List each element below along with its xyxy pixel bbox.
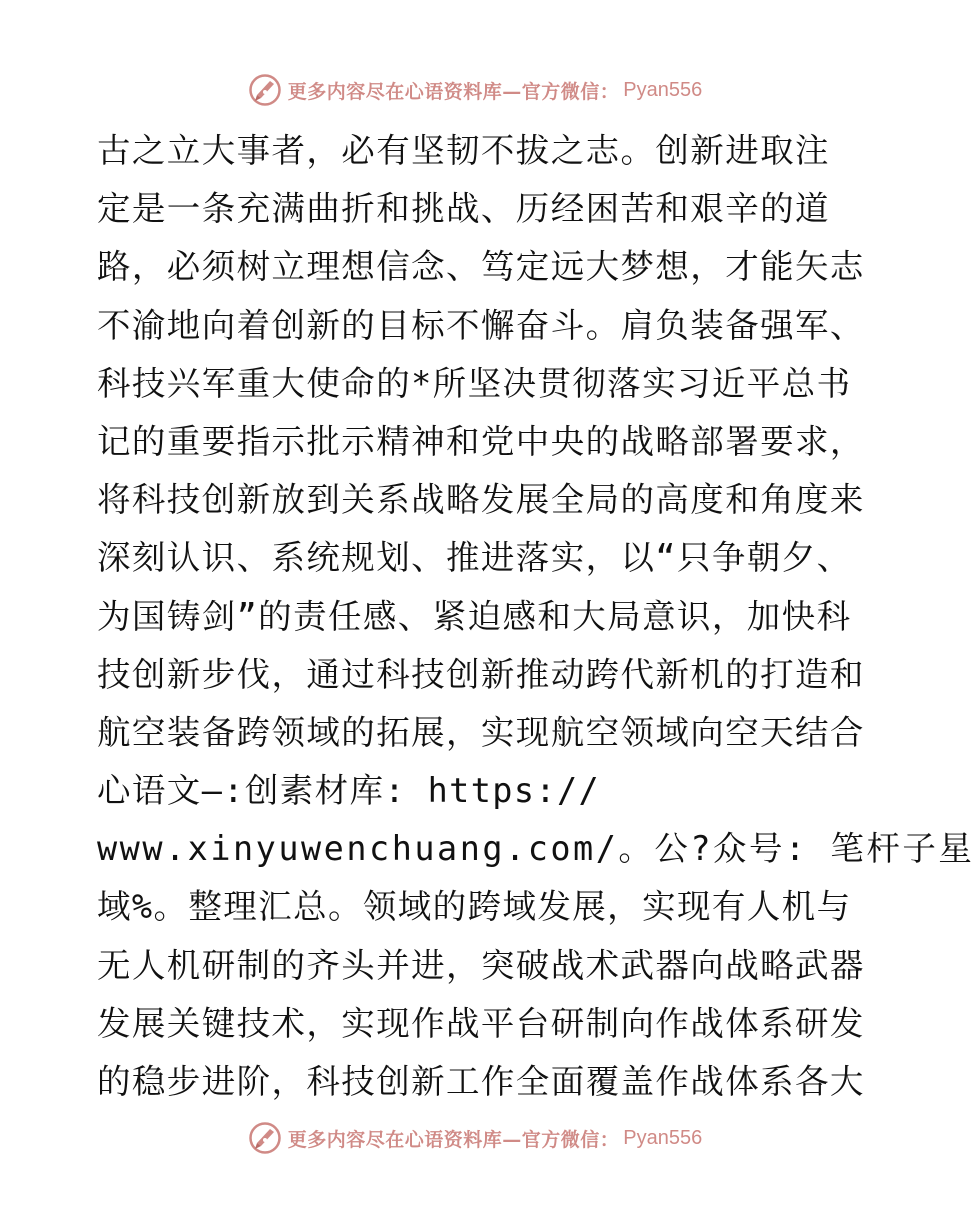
- body-line: 不渝地向着创新的目标不懈奋斗。肩负装备强军、: [97, 305, 865, 345]
- document-body: [97, 122, 974, 1111]
- body-line: 域%。整理汇总。领域的跨域发展，实现有人机与: [97, 887, 852, 927]
- brand-logo-icon: [248, 73, 282, 107]
- body-line-url: www.xinyuwenchuang.com/。公?众号: 笔杆子星: [97, 829, 974, 869]
- body-line: 无人机研制的齐头并进，突破战术武器向战略武器: [97, 945, 865, 985]
- body-line: 定是一条充满曲折和挑战、历经困苦和艰辛的道: [97, 189, 830, 229]
- header-banner: [0, 70, 950, 110]
- footer-banner: [0, 1118, 950, 1158]
- body-line: 古之立大事者，必有坚韧不拔之志。创新进取注: [97, 131, 830, 170]
- body-line: 为国铸剑”的责任感、紧迫感和大局意识，加快科: [97, 596, 852, 636]
- header-banner-text: 更多内容尽在心语资料库—官方微信：: [287, 80, 620, 103]
- body-line-source: 心语文—:创素材库: https://: [97, 771, 601, 811]
- body-line: 将科技创新放到关系战略发展全局的高度和角度来: [97, 480, 865, 520]
- body-line: 路，必须树立理想信念、笃定远大梦想，才能矢志: [97, 247, 865, 287]
- footer-banner-text: 更多内容尽在心语资料库—官方微信：: [287, 1128, 620, 1151]
- body-line: 记的重要指示批示精神和党中央的战略部署要求，: [97, 421, 865, 461]
- body-line: 的稳步进阶，科技创新工作全面覆盖作战体系各大: [97, 1062, 865, 1101]
- body-line: 航空装备跨领域的拓展，实现航空领域向空天结合: [97, 712, 865, 752]
- body-line: 科技兴军重大使命的*所坚决贯彻落实习近平总书: [97, 363, 852, 403]
- brand-logo-icon: [248, 1121, 282, 1155]
- body-line: 技创新步伐，通过科技创新推动跨代新机的打造和: [97, 654, 865, 694]
- body-line: 深刻认识、系统规划、推进落实，以“只争朝夕、: [97, 538, 852, 578]
- header-wechat-id: Pyan556: [623, 78, 703, 101]
- footer-wechat-id: Pyan556: [623, 1126, 703, 1149]
- body-line: 发展关键技术，实现作战平台研制向作战体系研发: [97, 1003, 865, 1043]
